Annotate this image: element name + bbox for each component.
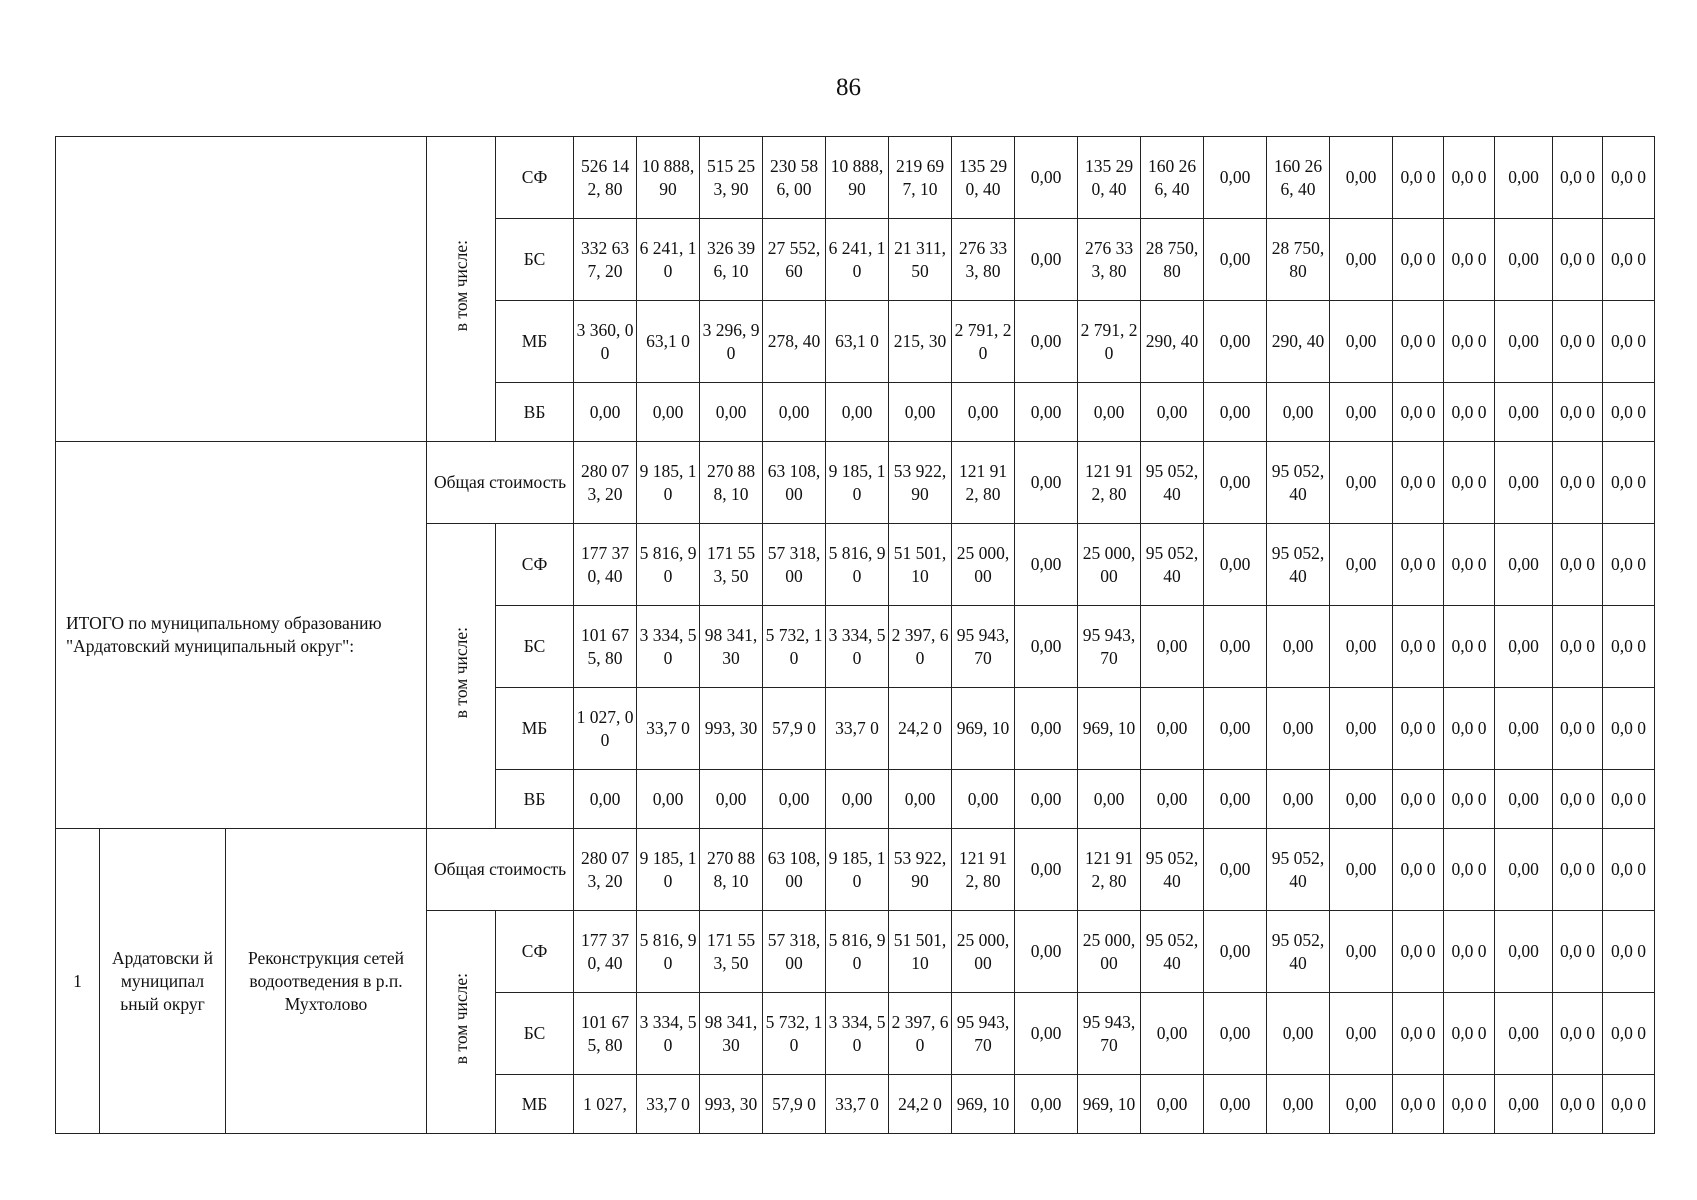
value-cell: 95 052, 40 <box>1267 442 1330 524</box>
value-cell: 5 732, 10 <box>763 993 826 1075</box>
value-cell: 0,00 <box>1015 524 1078 606</box>
value-cell: 0,00 <box>1015 770 1078 829</box>
value-cell: 0,00 <box>1267 688 1330 770</box>
value-cell: 0,00 <box>1495 770 1553 829</box>
value-cell: 95 052, 40 <box>1267 911 1330 993</box>
value-cell: 0,00 <box>1267 606 1330 688</box>
value-cell: 0,00 <box>763 770 826 829</box>
value-cell: 0,0 0 <box>1553 524 1603 606</box>
value-cell: 0,00 <box>637 770 700 829</box>
value-cell: 9 185, 10 <box>637 829 700 911</box>
value-cell: 0,0 0 <box>1553 383 1603 442</box>
value-cell: 0,00 <box>952 770 1015 829</box>
fund-label: СФ <box>496 137 574 219</box>
value-cell: 160 266, 40 <box>1141 137 1204 219</box>
group-label <box>427 137 496 442</box>
value-cell: 0,00 <box>1330 829 1393 911</box>
value-cell: 0,00 <box>1204 383 1267 442</box>
value-cell: 0,0 0 <box>1393 301 1444 383</box>
value-cell: 230 586, 00 <box>763 137 826 219</box>
value-cell: 0,0 0 <box>1553 301 1603 383</box>
value-cell: 0,00 <box>1015 606 1078 688</box>
value-cell: 219 697, 10 <box>889 137 952 219</box>
group-label-text: в том числе: <box>450 627 471 719</box>
fund-label: МБ <box>496 1075 574 1134</box>
value-cell: 63,1 0 <box>826 301 889 383</box>
value-cell: 0,0 0 <box>1553 911 1603 993</box>
value-cell: 0,00 <box>1330 219 1393 301</box>
group-label-text: в том числе: <box>450 240 471 332</box>
value-cell: 515 253, 90 <box>700 137 763 219</box>
value-cell: 33,7 0 <box>826 1075 889 1134</box>
value-cell: 0,0 0 <box>1393 911 1444 993</box>
value-cell: 3 334, 50 <box>637 993 700 1075</box>
value-cell: 171 553, 50 <box>700 524 763 606</box>
value-cell: 0,0 0 <box>1603 688 1655 770</box>
value-cell: 0,0 0 <box>1553 606 1603 688</box>
value-cell: 0,00 <box>1204 442 1267 524</box>
value-cell: 276 333, 80 <box>952 219 1015 301</box>
value-cell: 21 311, 50 <box>889 219 952 301</box>
value-cell: 0,00 <box>1330 770 1393 829</box>
value-cell: 0,0 0 <box>1444 137 1495 219</box>
value-cell: 9 185, 10 <box>826 829 889 911</box>
value-cell: 0,00 <box>1495 301 1553 383</box>
value-cell: 5 816, 90 <box>826 524 889 606</box>
value-cell: 0,0 0 <box>1553 770 1603 829</box>
value-cell: 0,00 <box>1015 442 1078 524</box>
value-cell: 0,0 0 <box>1444 911 1495 993</box>
value-cell: 0,00 <box>1078 770 1141 829</box>
value-cell: 0,0 0 <box>1603 1075 1655 1134</box>
value-cell: 280 073, 20 <box>574 442 637 524</box>
group-label <box>427 524 496 829</box>
value-cell: 0,00 <box>1267 993 1330 1075</box>
value-cell: 0,0 0 <box>1444 993 1495 1075</box>
value-cell: 0,00 <box>1015 137 1078 219</box>
value-cell: 0,0 0 <box>1393 606 1444 688</box>
table-row <box>56 137 1655 219</box>
value-cell: 0,00 <box>1078 383 1141 442</box>
value-cell: 0,00 <box>1015 1075 1078 1134</box>
value-cell: 0,00 <box>1015 219 1078 301</box>
value-cell: 0,0 0 <box>1603 301 1655 383</box>
value-cell: 0,0 0 <box>1603 993 1655 1075</box>
value-cell: 9 185, 10 <box>637 442 700 524</box>
value-cell: 121 912, 80 <box>1078 829 1141 911</box>
value-cell: 0,0 0 <box>1553 137 1603 219</box>
value-cell: 0,00 <box>1015 301 1078 383</box>
value-cell: 0,00 <box>1330 524 1393 606</box>
value-cell: 25 000, 00 <box>1078 524 1141 606</box>
value-cell: 95 052, 40 <box>1267 524 1330 606</box>
value-cell: 0,0 0 <box>1553 993 1603 1075</box>
value-cell: 24,2 0 <box>889 1075 952 1134</box>
value-cell: 0,0 0 <box>1444 301 1495 383</box>
value-cell: 0,0 0 <box>1393 770 1444 829</box>
value-cell: 63,1 0 <box>637 301 700 383</box>
table-row <box>56 829 1655 911</box>
row-number: 1 <box>56 829 100 1134</box>
fund-label: БС <box>496 219 574 301</box>
group-label-text: в том числе: <box>450 973 471 1065</box>
value-cell: 0,00 <box>1141 606 1204 688</box>
value-cell: 0,00 <box>1204 770 1267 829</box>
value-cell: 5 732, 10 <box>763 606 826 688</box>
value-cell: 0,0 0 <box>1553 442 1603 524</box>
value-cell: 0,00 <box>1141 770 1204 829</box>
value-cell: 5 816, 90 <box>637 911 700 993</box>
value-cell: 3 334, 50 <box>826 606 889 688</box>
value-cell: 3 360, 00 <box>574 301 637 383</box>
fund-label: МБ <box>496 301 574 383</box>
value-cell: 160 266, 40 <box>1267 137 1330 219</box>
value-cell: 969, 10 <box>952 1075 1015 1134</box>
value-cell: 28 750, 80 <box>1267 219 1330 301</box>
value-cell: 57 318, 00 <box>763 524 826 606</box>
value-cell: 0,00 <box>1495 606 1553 688</box>
value-cell: 0,00 <box>1330 442 1393 524</box>
value-cell: 0,0 0 <box>1393 688 1444 770</box>
value-cell: 95 943, 70 <box>1078 606 1141 688</box>
total-cost-label: Общая стоимость <box>427 442 574 524</box>
value-cell: 0,0 0 <box>1553 829 1603 911</box>
value-cell: 0,00 <box>1015 688 1078 770</box>
value-cell: 0,0 0 <box>1393 524 1444 606</box>
value-cell: 0,00 <box>1015 829 1078 911</box>
value-cell: 95 052, 40 <box>1141 442 1204 524</box>
value-cell: 10 888, 90 <box>637 137 700 219</box>
value-cell: 5 816, 90 <box>637 524 700 606</box>
value-cell: 969, 10 <box>952 688 1015 770</box>
value-cell: 280 073, 20 <box>574 829 637 911</box>
value-cell: 0,00 <box>1204 829 1267 911</box>
value-cell: 0,00 <box>1141 1075 1204 1134</box>
value-cell: 0,0 0 <box>1444 524 1495 606</box>
empty-title-cell <box>56 137 427 442</box>
value-cell: 0,0 0 <box>1393 137 1444 219</box>
value-cell: 0,00 <box>952 383 1015 442</box>
value-cell: 0,0 0 <box>1603 606 1655 688</box>
value-cell: 0,00 <box>700 383 763 442</box>
value-cell: 0,00 <box>1015 383 1078 442</box>
value-cell: 332 637, 20 <box>574 219 637 301</box>
value-cell: 177 370, 40 <box>574 524 637 606</box>
value-cell: 0,0 0 <box>1444 770 1495 829</box>
value-cell: 98 341, 30 <box>700 606 763 688</box>
group-label <box>427 911 496 1134</box>
value-cell: 101 675, 80 <box>574 993 637 1075</box>
value-cell: 0,00 <box>637 383 700 442</box>
value-cell: 6 241, 10 <box>826 219 889 301</box>
value-cell: 33,7 0 <box>637 1075 700 1134</box>
value-cell: 51 501, 10 <box>889 524 952 606</box>
value-cell: 278, 40 <box>763 301 826 383</box>
value-cell: 57 318, 00 <box>763 911 826 993</box>
value-cell: 0,00 <box>1330 606 1393 688</box>
value-cell: 0,00 <box>574 770 637 829</box>
value-cell: 95 943, 70 <box>952 993 1015 1075</box>
value-cell: 0,00 <box>1330 301 1393 383</box>
value-cell: 0,00 <box>1204 301 1267 383</box>
value-cell: 0,00 <box>1141 688 1204 770</box>
value-cell: 53 922, 90 <box>889 829 952 911</box>
value-cell: 0,00 <box>700 770 763 829</box>
value-cell: 3 334, 50 <box>826 993 889 1075</box>
value-cell: 969, 10 <box>1078 1075 1141 1134</box>
value-cell: 0,00 <box>1204 606 1267 688</box>
value-cell: 1 027, 00 <box>574 688 637 770</box>
value-cell: 0,00 <box>1330 1075 1393 1134</box>
value-cell: 0,00 <box>1495 219 1553 301</box>
value-cell: 63 108, 00 <box>763 829 826 911</box>
value-cell: 0,00 <box>1495 911 1553 993</box>
value-cell: 0,00 <box>1015 911 1078 993</box>
value-cell: 25 000, 00 <box>952 524 1015 606</box>
value-cell: 0,0 0 <box>1393 829 1444 911</box>
value-cell: 135 290, 40 <box>1078 137 1141 219</box>
value-cell: 0,0 0 <box>1553 688 1603 770</box>
fund-label: БС <box>496 606 574 688</box>
value-cell: 0,00 <box>1204 688 1267 770</box>
value-cell: 0,00 <box>1495 137 1553 219</box>
value-cell: 98 341, 30 <box>700 993 763 1075</box>
project-name: Реконструкция сетей водоотведения в р.п. Мухтолово <box>226 829 427 1134</box>
value-cell: 24,2 0 <box>889 688 952 770</box>
value-cell: 0,00 <box>1495 524 1553 606</box>
value-cell: 526 142, 80 <box>574 137 637 219</box>
value-cell: 135 290, 40 <box>952 137 1015 219</box>
value-cell: 0,00 <box>1330 383 1393 442</box>
value-cell: 0,0 0 <box>1444 1075 1495 1134</box>
value-cell: 0,0 0 <box>1444 442 1495 524</box>
value-cell: 51 501, 10 <box>889 911 952 993</box>
value-cell: 270 888, 10 <box>700 829 763 911</box>
value-cell: 215, 30 <box>889 301 952 383</box>
value-cell: 0,00 <box>1330 911 1393 993</box>
value-cell: 326 396, 10 <box>700 219 763 301</box>
table-row <box>56 442 1655 524</box>
value-cell: 0,00 <box>1495 993 1553 1075</box>
budget-table <box>55 136 1655 1134</box>
value-cell: 0,0 0 <box>1393 442 1444 524</box>
value-cell: 0,0 0 <box>1444 606 1495 688</box>
value-cell: 0,00 <box>1330 993 1393 1075</box>
value-cell: 2 791, 20 <box>952 301 1015 383</box>
value-cell: 0,0 0 <box>1393 383 1444 442</box>
value-cell: 0,00 <box>1204 137 1267 219</box>
page-number: 86 <box>836 74 861 101</box>
fund-label: БС <box>496 993 574 1075</box>
value-cell: 0,00 <box>1267 383 1330 442</box>
value-cell: 121 912, 80 <box>952 442 1015 524</box>
value-cell: 53 922, 90 <box>889 442 952 524</box>
value-cell: 95 052, 40 <box>1141 524 1204 606</box>
value-cell: 0,00 <box>1204 993 1267 1075</box>
value-cell: 0,0 0 <box>1444 688 1495 770</box>
value-cell: 0,0 0 <box>1553 219 1603 301</box>
value-cell: 0,00 <box>1015 993 1078 1075</box>
value-cell: 5 816, 90 <box>826 911 889 993</box>
value-cell: 57,9 0 <box>763 1075 826 1134</box>
value-cell: 101 675, 80 <box>574 606 637 688</box>
value-cell: 171 553, 50 <box>700 911 763 993</box>
value-cell: 0,0 0 <box>1603 442 1655 524</box>
value-cell: 0,0 0 <box>1603 219 1655 301</box>
value-cell: 28 750, 80 <box>1141 219 1204 301</box>
value-cell: 33,7 0 <box>826 688 889 770</box>
value-cell: 0,00 <box>1141 383 1204 442</box>
value-cell: 0,00 <box>1495 442 1553 524</box>
value-cell: 95 052, 40 <box>1267 829 1330 911</box>
value-cell: 290, 40 <box>1141 301 1204 383</box>
value-cell: 2 791, 20 <box>1078 301 1141 383</box>
value-cell: 0,0 0 <box>1393 219 1444 301</box>
value-cell: 0,0 0 <box>1603 911 1655 993</box>
value-cell: 0,00 <box>826 770 889 829</box>
value-cell: 63 108, 00 <box>763 442 826 524</box>
value-cell: 0,00 <box>763 383 826 442</box>
value-cell: 0,00 <box>1204 911 1267 993</box>
value-cell: 0,0 0 <box>1603 770 1655 829</box>
fund-label: МБ <box>496 688 574 770</box>
value-cell: 25 000, 00 <box>1078 911 1141 993</box>
value-cell: 0,00 <box>1495 1075 1553 1134</box>
value-cell: 95 943, 70 <box>952 606 1015 688</box>
value-cell: 9 185, 10 <box>826 442 889 524</box>
value-cell: 993, 30 <box>700 1075 763 1134</box>
value-cell: 0,0 0 <box>1603 137 1655 219</box>
value-cell: 33,7 0 <box>637 688 700 770</box>
total-cost-label: Общая стоимость <box>427 829 574 911</box>
value-cell: 0,0 0 <box>1603 383 1655 442</box>
value-cell: 270 888, 10 <box>700 442 763 524</box>
value-cell: 0,00 <box>1267 1075 1330 1134</box>
value-cell: 0,0 0 <box>1393 1075 1444 1134</box>
value-cell: 0,0 0 <box>1603 524 1655 606</box>
value-cell: 0,0 0 <box>1553 1075 1603 1134</box>
fund-label: СФ <box>496 911 574 993</box>
value-cell: 25 000, 00 <box>952 911 1015 993</box>
value-cell: 0,00 <box>574 383 637 442</box>
value-cell: 3 296, 90 <box>700 301 763 383</box>
value-cell: 0,00 <box>1330 137 1393 219</box>
value-cell: 969, 10 <box>1078 688 1141 770</box>
value-cell: 993, 30 <box>700 688 763 770</box>
value-cell: 2 397, 60 <box>889 993 952 1075</box>
value-cell: 0,00 <box>1330 688 1393 770</box>
value-cell: 0,00 <box>1204 524 1267 606</box>
value-cell: 121 912, 80 <box>1078 442 1141 524</box>
value-cell: 2 397, 60 <box>889 606 952 688</box>
value-cell: 6 241, 10 <box>637 219 700 301</box>
value-cell: 0,0 0 <box>1444 383 1495 442</box>
fund-label: ВБ <box>496 383 574 442</box>
value-cell: 0,0 0 <box>1444 219 1495 301</box>
value-cell: 0,0 0 <box>1444 829 1495 911</box>
fund-label: СФ <box>496 524 574 606</box>
value-cell: 121 912, 80 <box>952 829 1015 911</box>
value-cell: 57,9 0 <box>763 688 826 770</box>
value-cell: 0,0 0 <box>1603 829 1655 911</box>
total-title: ИТОГО по муниципальному образованию "Ардатовский муниципальный округ": <box>56 442 427 829</box>
value-cell: 0,0 0 <box>1393 993 1444 1075</box>
value-cell: 0,00 <box>1204 1075 1267 1134</box>
value-cell: 0,00 <box>889 383 952 442</box>
value-cell: 3 334, 50 <box>637 606 700 688</box>
value-cell: 95 052, 40 <box>1141 829 1204 911</box>
value-cell: 95 052, 40 <box>1141 911 1204 993</box>
district-name: Ардатовски й муниципал ьный округ <box>100 829 226 1134</box>
value-cell: 0,00 <box>1495 829 1553 911</box>
value-cell: 10 888, 90 <box>826 137 889 219</box>
value-cell: 276 333, 80 <box>1078 219 1141 301</box>
value-cell: 0,00 <box>1267 770 1330 829</box>
value-cell: 0,00 <box>826 383 889 442</box>
value-cell: 27 552, 60 <box>763 219 826 301</box>
fund-label: ВБ <box>496 770 574 829</box>
value-cell: 95 943, 70 <box>1078 993 1141 1075</box>
value-cell: 0,00 <box>1495 688 1553 770</box>
value-cell: 0,00 <box>889 770 952 829</box>
value-cell: 1 027, <box>574 1075 637 1134</box>
value-cell: 0,00 <box>1495 383 1553 442</box>
value-cell: 290, 40 <box>1267 301 1330 383</box>
value-cell: 0,00 <box>1141 993 1204 1075</box>
value-cell: 0,00 <box>1204 219 1267 301</box>
value-cell: 177 370, 40 <box>574 911 637 993</box>
